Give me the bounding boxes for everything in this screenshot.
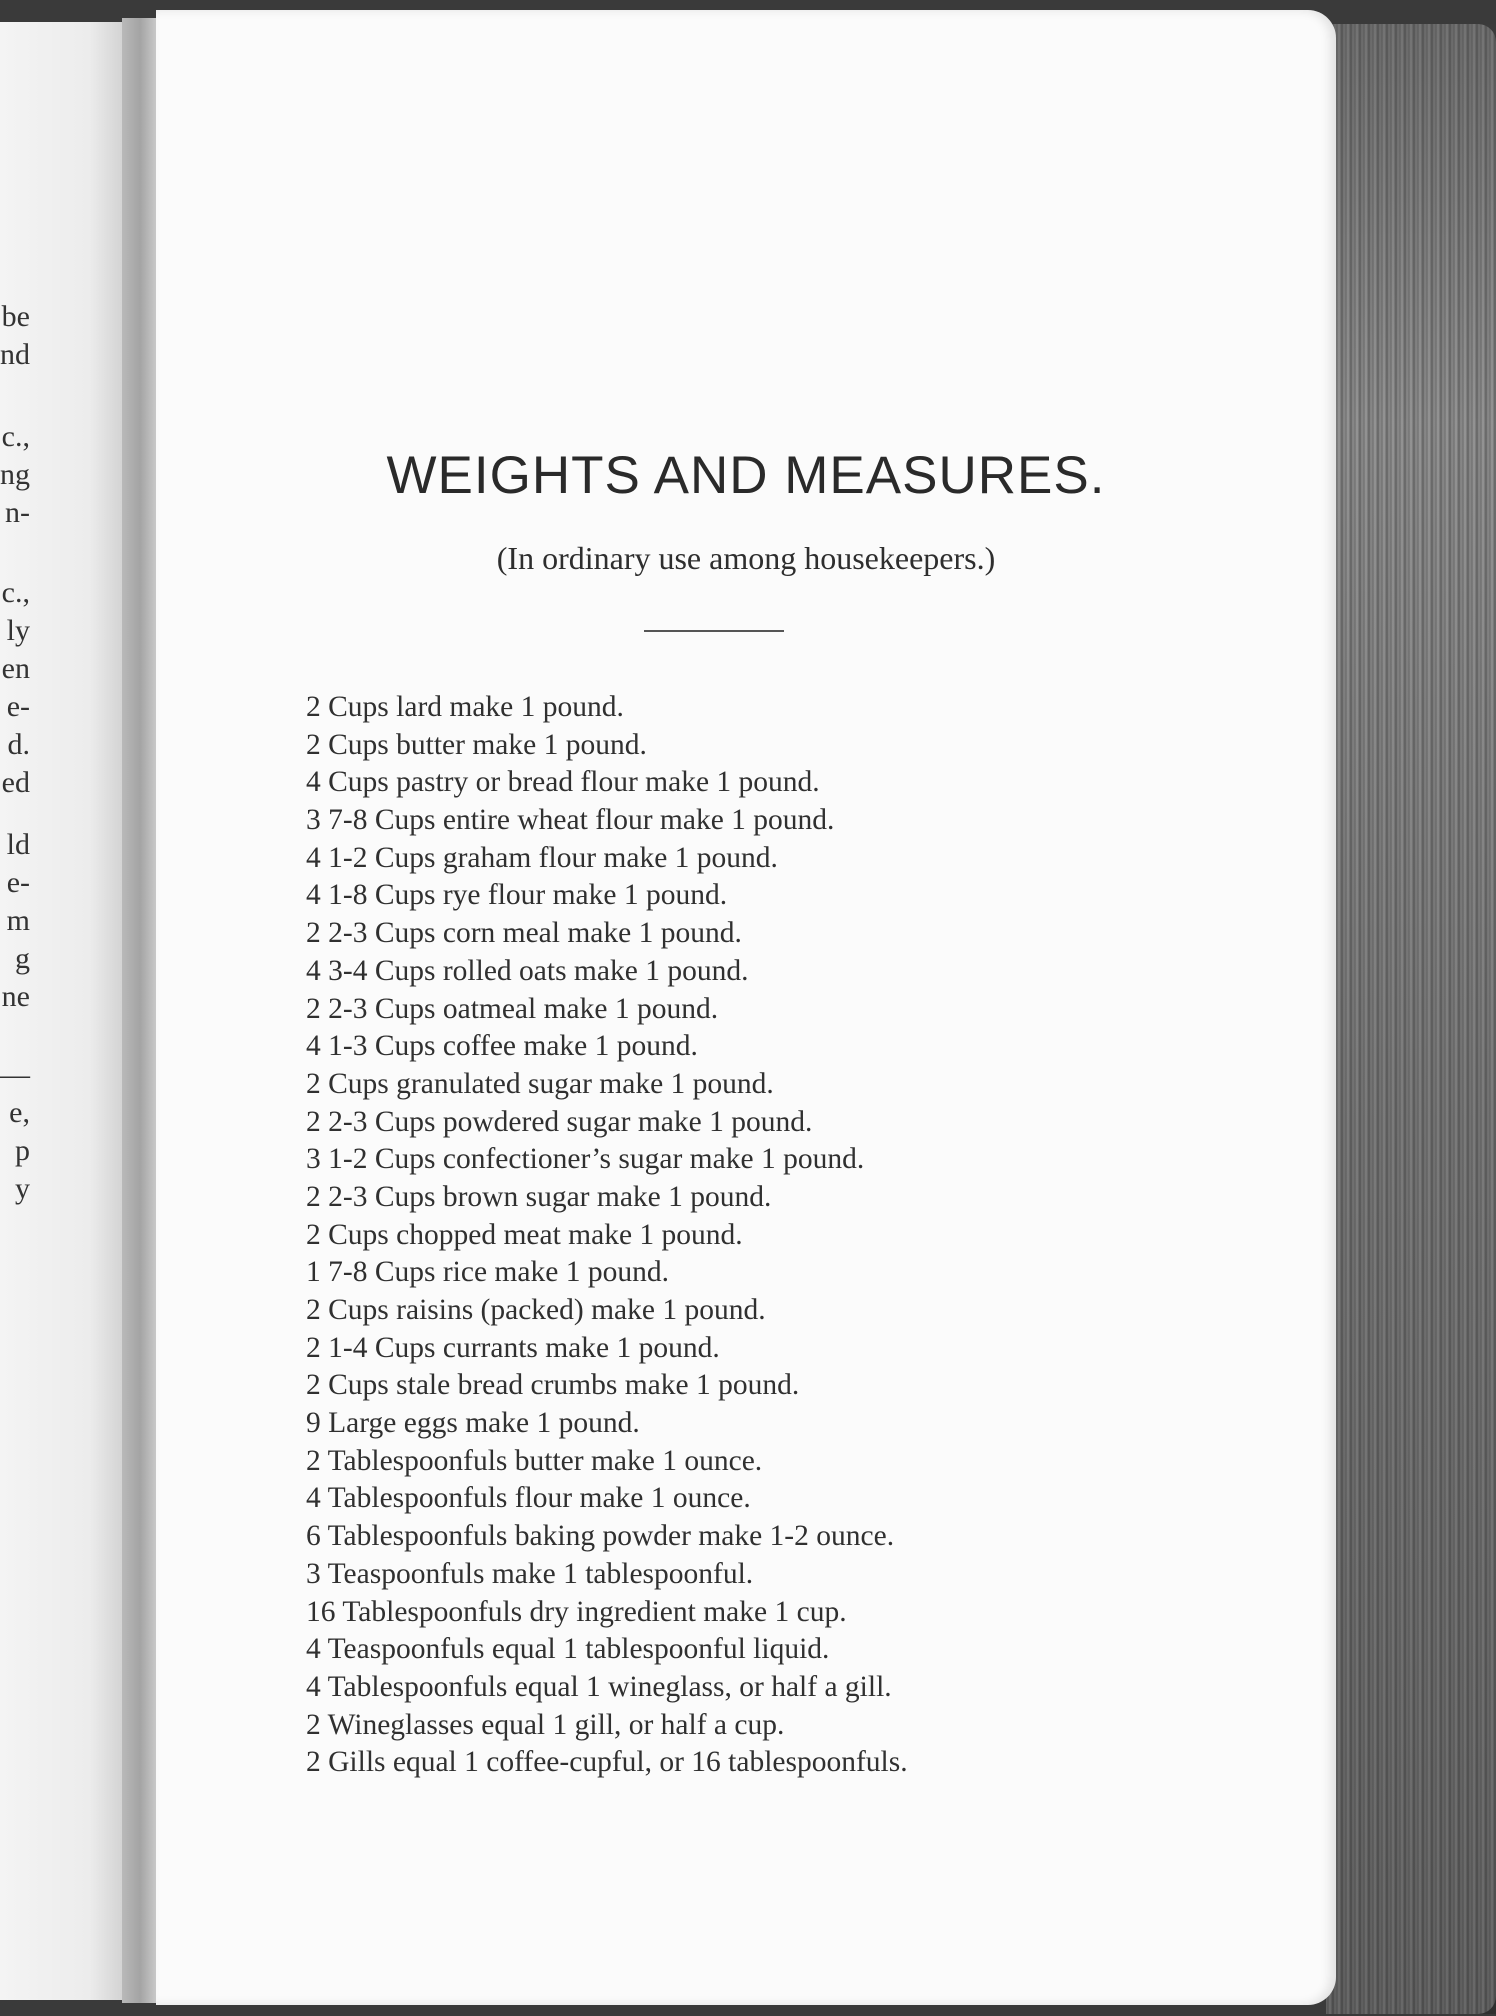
measure-entry: 2 2-3 Cups brown sugar make 1 pound. xyxy=(306,1180,772,1213)
left-page xyxy=(0,22,128,2000)
measure-entry: 2 2-3 Cups corn meal make 1 pound. xyxy=(306,917,742,950)
measure-entry: 2 Cups lard make 1 pound. xyxy=(306,691,624,723)
measure-entry: 9 Large eggs make 1 pound. xyxy=(306,1407,640,1440)
measure-entry: 2 2-3 Cups oatmeal make 1 pound. xyxy=(306,992,719,1025)
measure-entry: 4 1-8 Cups rye flour make 1 pound. xyxy=(306,879,728,912)
measure-entry: 4 Tablespoonfuls flour make 1 ounce. xyxy=(306,1482,751,1515)
measure-entry: 2 2-3 Cups powdered sugar make 1 pound. xyxy=(306,1105,813,1138)
left-page-fragment: be xyxy=(1,300,30,333)
measure-entry: 2 Cups chopped meat make 1 pound. xyxy=(306,1218,743,1251)
measure-entry: 2 Cups stale bread crumbs make 1 pound. xyxy=(306,1369,800,1402)
measure-entry: 1 7-8 Cups rice make 1 pound. xyxy=(306,1256,669,1289)
left-page-fragment: e- xyxy=(6,690,30,723)
page-subtitle: (In ordinary use among housekeepers.) xyxy=(496,540,996,576)
measure-entry: 4 1-2 Cups graham flour make 1 pound. xyxy=(306,841,778,874)
title-divider xyxy=(644,630,784,632)
measure-entry: 4 3-4 Cups rolled oats make 1 pound. xyxy=(306,954,749,987)
measure-entry: 2 Cups granulated sugar make 1 pound. xyxy=(306,1067,774,1100)
measure-entry: 2 Gills equal 1 coffee-cupful, or 16 tablespoonfuls. xyxy=(306,1746,908,1779)
left-page-fragment: ld xyxy=(6,828,30,861)
measure-entry: 3 1-2 Cups confectioner’s sugar make 1 pound. xyxy=(306,1143,865,1176)
book-gutter xyxy=(122,18,158,2003)
measure-entry: 2 Cups raisins (packed) make 1 pound. xyxy=(306,1294,766,1326)
left-page-fragment: en xyxy=(1,652,30,685)
measure-entry: 6 Tablespoonfuls baking powder make 1-2 ounce. xyxy=(306,1520,895,1553)
left-page-fragment: ne xyxy=(1,980,30,1013)
measure-entry: 2 Wineglasses equal 1 gill, or half a cup. xyxy=(306,1708,785,1741)
left-page-fragment: y xyxy=(15,1172,30,1205)
left-page-fragment: n- xyxy=(5,496,30,529)
measure-entry: 16 Tablespoonfuls dry ingredient make 1 cup. xyxy=(306,1595,847,1628)
left-page-fragment: ly xyxy=(6,614,30,647)
left-page-fragment: p xyxy=(15,1134,30,1167)
measure-entry: 3 7-8 Cups entire wheat flour make 1 pound. xyxy=(306,804,835,837)
measure-entry: 4 Cups pastry or bread flour make 1 pound. xyxy=(306,766,820,799)
left-page-fragment: ed xyxy=(1,766,30,799)
measure-entry: 2 1-4 Cups currants make 1 pound. xyxy=(306,1331,720,1364)
measure-entry: 2 Tablespoonfuls butter make 1 ounce. xyxy=(306,1444,763,1477)
left-page-fragment: nd xyxy=(0,338,30,371)
measure-entry: 3 Teaspoonfuls make 1 tablespoonful. xyxy=(306,1557,754,1590)
left-page-fragment: c., xyxy=(1,420,30,453)
measure-entry: 4 1-3 Cups coffee make 1 pound. xyxy=(306,1030,698,1063)
measure-entry: 4 Teaspoonfuls equal 1 tablespoonful liquid. xyxy=(306,1633,830,1666)
left-page-fragment: c., xyxy=(1,576,30,609)
left-page-fragment: e- xyxy=(6,866,30,899)
book-page-edge xyxy=(1326,24,1496,2014)
left-page-fragment: m xyxy=(6,904,30,937)
measure-entry: 4 Tablespoonfuls equal 1 wineglass, or half a gill. xyxy=(306,1670,892,1703)
left-page-fragment: e, xyxy=(9,1096,30,1129)
left-page-fragment: — xyxy=(0,1058,30,1091)
measure-entry: 2 Cups butter make 1 pound. xyxy=(306,728,647,761)
left-page-fragment: d. xyxy=(7,728,30,761)
left-page-fragment: g xyxy=(15,942,30,975)
left-page-fragment: ng xyxy=(0,458,30,491)
measures-list xyxy=(306,689,1126,1782)
page-title: WEIGHTS AND MEASURES. xyxy=(386,446,1106,505)
